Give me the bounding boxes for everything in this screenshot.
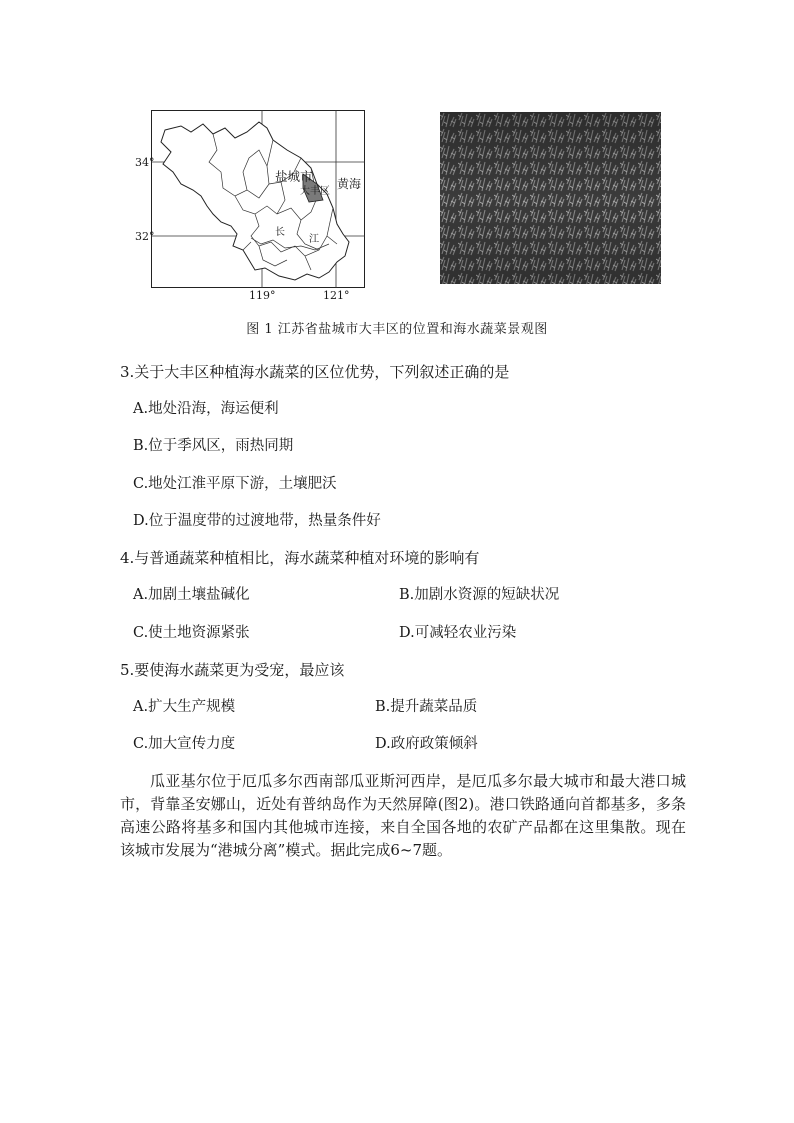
map-graphic — [151, 110, 365, 288]
river-label-1: 长 — [275, 227, 285, 238]
question-5-stem: 5.要使海水蔬菜更为受宠，最应该 — [120, 661, 345, 679]
city-label: 盐城市 — [275, 169, 313, 184]
question-4-option-c: C.使土地资源紧张 — [133, 625, 250, 641]
question-5-option-c: C.加大宣传力度 — [133, 736, 236, 752]
question-3-option-a: A.地处沿海，海运便利 — [133, 401, 279, 417]
figure-caption: 图 1 江苏省盐城市大丰区的位置和海水蔬菜景观图 — [246, 322, 548, 337]
question-3-option-d: D.位于温度带的过渡地带，热量条件好 — [133, 513, 381, 529]
province-outline — [161, 122, 349, 280]
lon-label-121: 121° — [323, 289, 350, 302]
question-3-stem: 3.关于大丰区种植海水蔬菜的区位优势，下列叙述正确的是 — [120, 363, 510, 381]
district-label: 大丰区 — [300, 186, 330, 197]
jiangsu-map — [135, 110, 365, 302]
question-4-stem: 4.与普通蔬菜种植相比，海水蔬菜种植对环境的影响有 — [120, 549, 480, 567]
lat-label-34: 34° — [135, 156, 155, 169]
sea-vegetable-photo — [440, 112, 661, 284]
question-5-option-a: A.扩大生产规模 — [133, 699, 236, 715]
lat-label-32: 32° — [135, 230, 155, 243]
question-3-option-c: C.地处江淮平原下游，土壤肥沃 — [133, 476, 337, 492]
question-4-option-a: A.加剧土壤盐碱化 — [133, 587, 250, 603]
question-4-option-d: D.可减轻农业污染 — [399, 625, 517, 641]
question-5-option-b: B.提升蔬菜品质 — [375, 699, 478, 715]
question-5-option-d: D.政府政策倾斜 — [375, 736, 478, 752]
sea-label: 黄海 — [337, 177, 362, 191]
lon-label-119: 119° — [249, 289, 276, 302]
photo-texture — [440, 112, 661, 284]
reading-passage: 瓜亚基尔位于厄瓜多尔西南部瓜亚斯河西岸，是厄瓜多尔最大城市和最大港口城市，背靠圣安娜山，近处有普纳岛作为天然屏障(图2)。港口铁路通向首都基多，多条高速公路将基多和国内其他城市连接，来自全国各地的农矿产品都在这里集散。现在该城市发展为“港城分离”模式。据此完成6~7题。 — [120, 772, 686, 859]
river-label-2: 江 — [309, 234, 319, 245]
question-4-option-b: B.加剧水资源的短缺状况 — [399, 587, 560, 603]
question-3-option-b: B.位于季风区，雨热同期 — [133, 438, 294, 454]
